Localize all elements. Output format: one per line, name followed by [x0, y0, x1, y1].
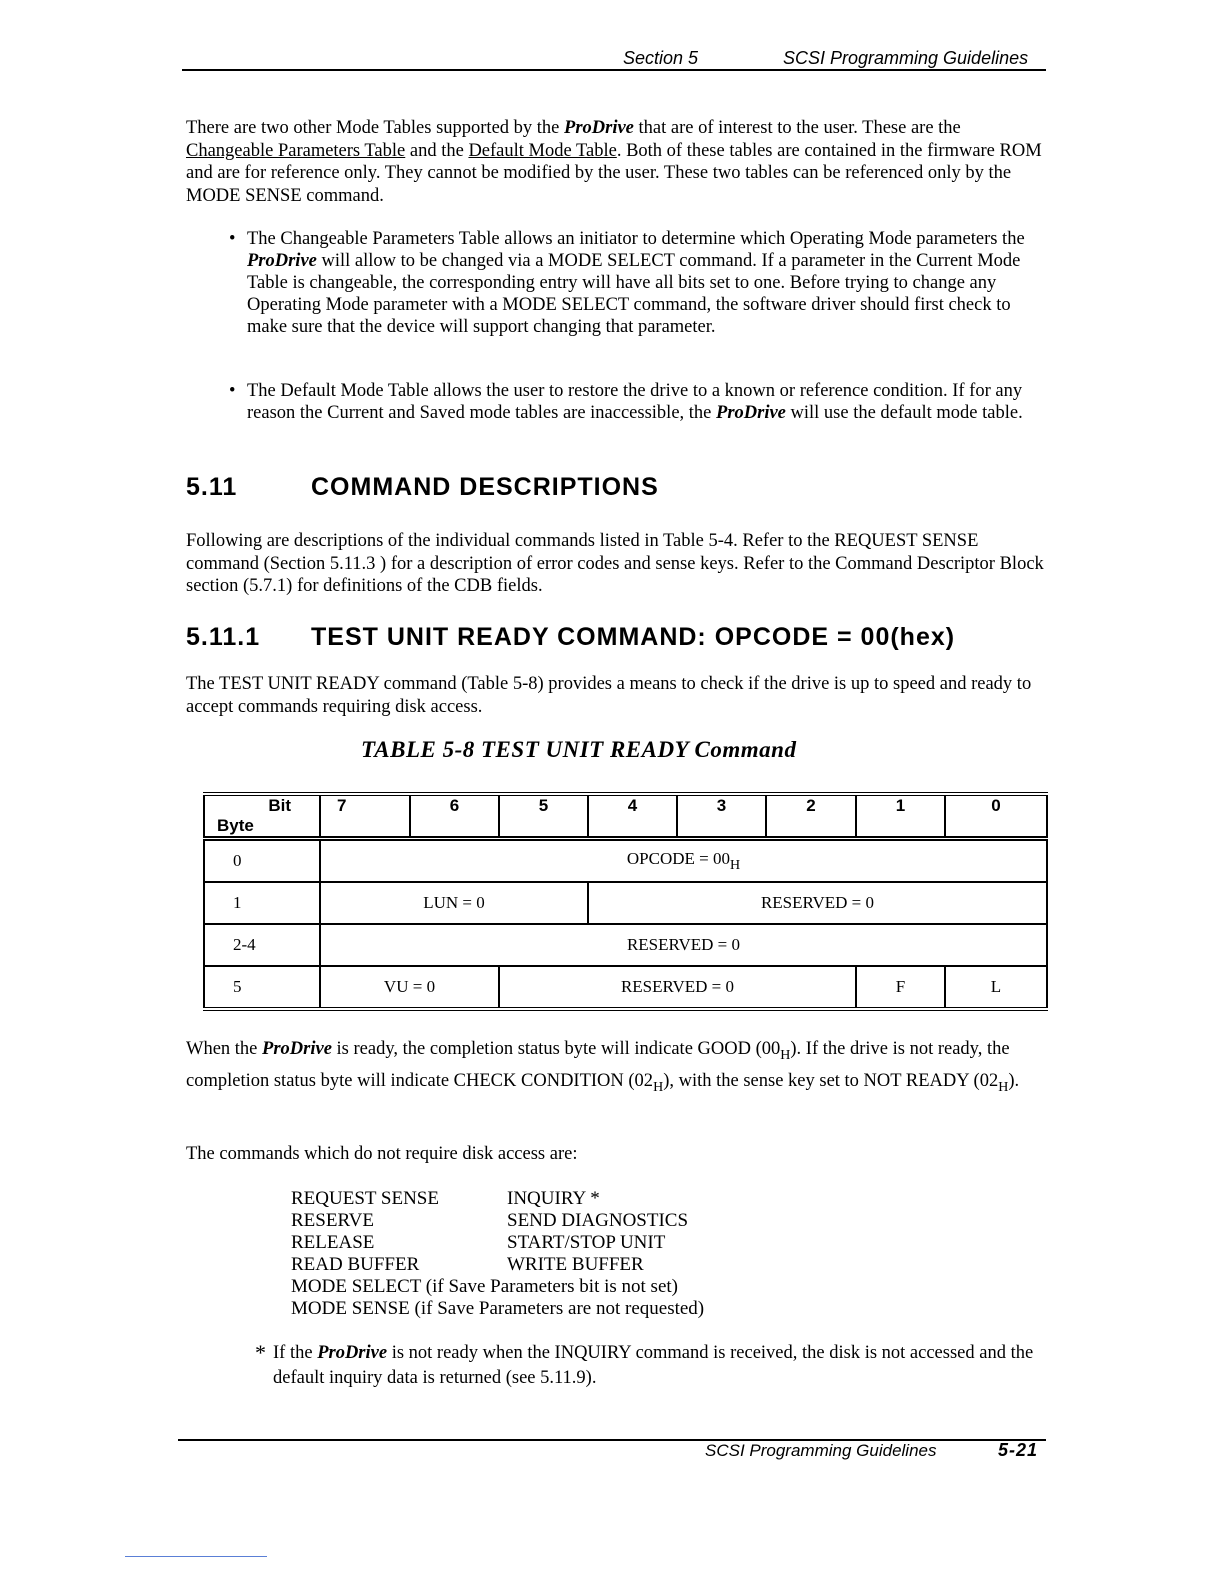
intro-text-2: that are of interest to the user. These are the: [633, 118, 961, 138]
list-item: MODE SENSE (if Save Parameters are not requested): [291, 1298, 705, 1319]
section-5-11-1-number: 5.11.1: [186, 623, 261, 651]
hex-subscript: H: [780, 1048, 791, 1063]
product-name: ProDrive: [262, 1039, 332, 1059]
byte-cell: 0: [204, 839, 320, 883]
lun-cell: LUN = 0: [320, 882, 588, 924]
header-section: Section 5: [623, 48, 699, 68]
byte-cell: 5: [204, 966, 320, 1009]
test-unit-ready-table: [203, 792, 1048, 1011]
list-item: START/STOP UNIT: [507, 1232, 666, 1253]
ready-text: ).: [1008, 1070, 1020, 1091]
footnote-text: [273, 1341, 1048, 1391]
hex-subscript: H: [653, 1079, 664, 1095]
bullet-text: The Default Mode Table allows the user to restore the drive to a known or reference condition. If for any reason the Current and Saved mode tables are inaccessible, the: [247, 381, 1023, 423]
bit-7-header: 7: [320, 794, 410, 839]
product-name: ProDrive: [716, 403, 786, 423]
ready-text: is ready, the completion status byte will indicate GOOD (00: [331, 1039, 781, 1059]
list-item: WRITE BUFFER: [507, 1254, 644, 1275]
list-item: INQUIRY *: [507, 1188, 600, 1209]
bit-5-header: 5: [499, 794, 588, 839]
bullet-text: will use the default mode table.: [785, 403, 1023, 423]
bit-1-header: 1: [856, 794, 945, 839]
intro-text-1: There are two other Mode Tables supported by the: [186, 118, 565, 138]
no-access-intro: The commands which do not require disk access are:: [186, 1144, 578, 1164]
flag-cell: F: [856, 966, 945, 1009]
table-row: [204, 966, 1047, 1009]
bit-2-header: 2: [766, 794, 856, 839]
scan-artifact-line: [125, 1556, 267, 1557]
footnote-text-part: is not ready when the INQUIRY command is received, the disk is not accessed and the default inquiry data is returned (see 5.11.9).: [273, 1343, 1034, 1388]
section-5-11-1-text: The TEST UNIT READY command (Table 5-8) provides a means to check if the drive is up to speed and ready to accept commands requiring disk access.: [186, 674, 1032, 717]
opcode-cell: [320, 839, 1047, 883]
byte-cell: 2-4: [204, 924, 320, 966]
reserved-cell: RESERVED = 0: [588, 882, 1047, 924]
list-item: RELEASE: [291, 1232, 375, 1253]
section-5-11-number: 5.11: [186, 473, 238, 501]
vu-cell: VU = 0: [320, 966, 499, 1009]
intro-paragraph: [186, 117, 1048, 207]
intro-text-3: and the: [405, 140, 469, 161]
list-item: MODE SELECT (if Save Parameters bit is not set): [291, 1276, 678, 1297]
bit-0-header: 0: [945, 794, 1047, 839]
hex-subscript: H: [729, 857, 741, 873]
bullet-text: will allow to be changed via a MODE SELECT command. If a parameter in the Current Mode Table is changeable, the corresponding entry will have all bits set to one. Before trying to change any Operating Mode parameter with a MODE SELECT command, the software driver should first check to make sure that the device will support changing that parameter.: [247, 251, 1021, 337]
product-name: ProDrive: [247, 251, 317, 271]
default-mode-table-ref: Default Mode Table: [468, 140, 617, 161]
table-row: [204, 924, 1047, 966]
bit-6-header: 6: [410, 794, 499, 839]
reserved-cell: RESERVED = 0: [499, 966, 856, 1009]
table-row: [204, 882, 1047, 924]
reserved-cell: RESERVED = 0: [320, 924, 1047, 966]
link-cell: L: [945, 966, 1047, 1009]
header-title: SCSI Programming Guidelines: [783, 48, 1029, 68]
product-name: ProDrive: [564, 118, 634, 138]
table-header-row: [204, 794, 1047, 839]
bullet-dot: •: [229, 229, 236, 249]
ready-text: ), with the sense key set to NOT READY (02: [663, 1070, 999, 1091]
footer-page-number: 5-21: [998, 1440, 1039, 1460]
footnote-text-part: If the: [273, 1343, 318, 1363]
bit-3-header: 3: [677, 794, 766, 839]
command-list-full: [291, 1276, 704, 1320]
section-5-11-text: Following are descriptions of the individual commands listed in Table 5-4. Refer to the REQUEST SENSE command (Section 5.11.3 ) for a description of error codes and sense keys. Refer to the Command Descriptor Block section (5.7.1) for definitions of the CDB fields.: [186, 531, 1044, 596]
ready-status-paragraph: [186, 1037, 1048, 1100]
command-list-left: [291, 1188, 439, 1276]
table-row: [204, 839, 1047, 883]
bullet-default-mode: [229, 380, 1047, 424]
footnote-star: *: [255, 1340, 266, 1365]
bit-byte-corner: [204, 794, 320, 839]
list-item: REQUEST SENSE: [291, 1188, 439, 1209]
hex-subscript: H: [998, 1079, 1009, 1095]
bit-label: Bit: [268, 796, 291, 815]
bullet-text: The Changeable Parameters Table allows an initiator to determine which Operating Mode parameters the: [247, 229, 1025, 249]
bullet-dot: •: [229, 381, 236, 401]
table-caption: TABLE 5-8 TEST UNIT READY Command: [361, 737, 797, 762]
footer-title: SCSI Programming Guidelines: [705, 1441, 937, 1460]
changeable-parameters-table-ref: Changeable Parameters Table: [186, 140, 406, 161]
byte-cell: 1: [204, 882, 320, 924]
header-rule: [182, 69, 1046, 71]
bullet-changeable-params: [229, 228, 1047, 338]
ready-text: ). If the drive is not ready, the completion status byte will indicate CHECK CONDITION (02: [186, 1039, 1010, 1091]
opcode-value: OPCODE = 00: [626, 848, 730, 868]
bit-4-header: 4: [588, 794, 677, 839]
section-5-11-1-title: TEST UNIT READY COMMAND: OPCODE = 00(hex): [311, 623, 956, 651]
ready-text: When the: [186, 1039, 263, 1059]
product-name: ProDrive: [317, 1343, 388, 1363]
intro-text-4: . Both of these tables are contained in the firmware ROM and are for reference only. They cannot be modified by the user. These two tables can be referenced only by the MODE SENSE command.: [186, 140, 1042, 206]
command-list-right: [507, 1188, 688, 1276]
list-item: SEND DIAGNOSTICS: [507, 1210, 689, 1231]
section-5-11-title: COMMAND DESCRIPTIONS: [311, 473, 659, 501]
list-item: READ BUFFER: [291, 1254, 420, 1275]
byte-label: Byte: [217, 816, 254, 835]
list-item: RESERVE: [291, 1210, 374, 1231]
